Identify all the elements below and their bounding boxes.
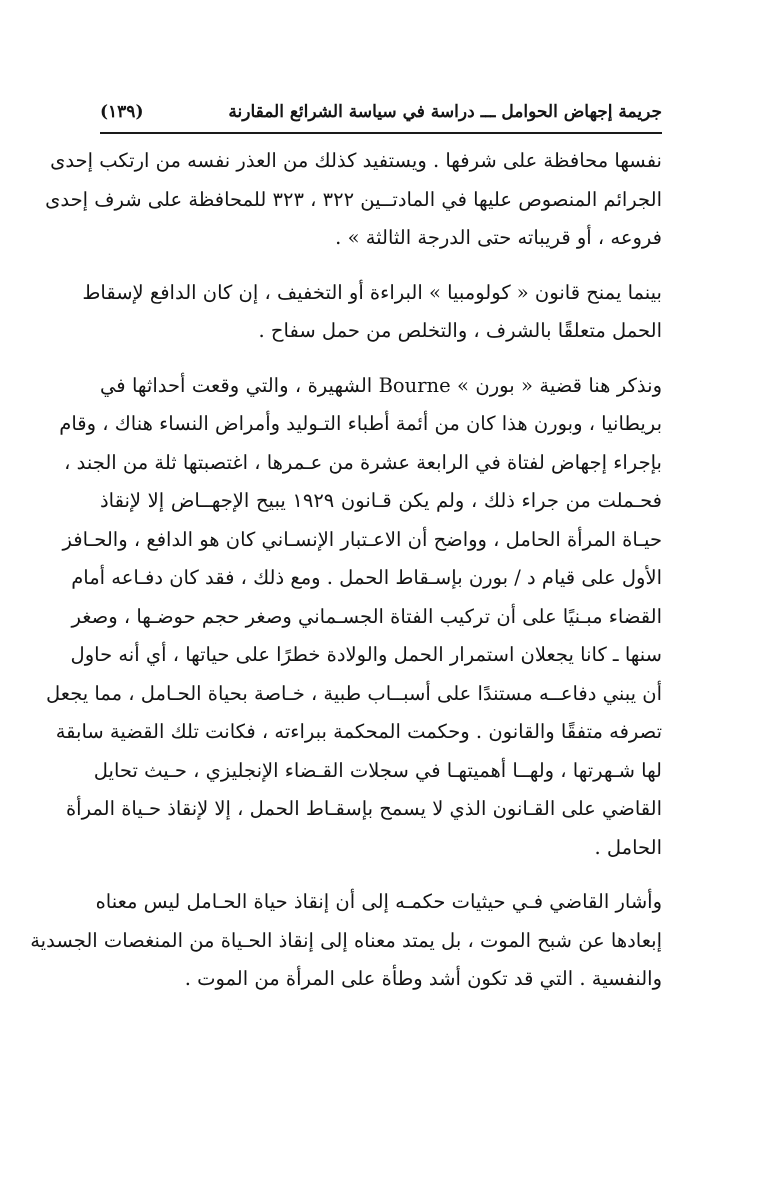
text-line: بريطانيا ، وبورن هذا كان من أئمة أطباء التـوليد وأمراض النساء هناك ، وقام — [59, 412, 662, 435]
paragraph-4 — [30, 883, 662, 999]
text-line: ونذكر هنا قضية « بورن » Bourne الشهيرة ، والتي وقعت أحداثها في — [100, 373, 662, 397]
text-line: القضاء مبـنيًا على أن تركيب الفتاة الجسـماني وصغر حجم حوضـها ، وصغر — [71, 604, 662, 628]
text-line: بإجراء إجهاض لفتاة في الرابعة عشرة من عـمرها ، اغتصبتها ثلة من الجند ، — [64, 450, 662, 474]
running-title: جريمة إجهاض الحوامل ـــ دراسة في سياسة الشرائع المقارنة — [228, 102, 662, 122]
text-line: فحـملت من جراء ذلك ، ولم يكن قـانون ١٩٢٩ يبيح الإجهــاض إلا لإنقاذ — [100, 489, 662, 512]
text-line: فروعه ، أو قريباته حتى الدرجة الثالثة » . — [335, 226, 662, 249]
page-header — [100, 92, 662, 134]
text-line: الحامل . — [594, 835, 662, 859]
text-line: سنها ـ كانا يجعلان استمرار الحمل والولادة خطرًا على حياتها ، أي أنه حاول — [70, 643, 662, 666]
text-line: بينما يمنح قانون « كولومبيا » البراءة أو التخفيف ، إن كان الدافع لإسقاط — [82, 280, 662, 304]
paragraph-1 — [45, 142, 662, 258]
text-line: الجرائم المنصوص عليها في المادتــين ٣٢٢ ، ٣٢٣ للمحافظة على شرف إحدى — [45, 187, 662, 211]
text-line: إبعادها عن شبح الموت ، بل يمتد معناه إلى إنقاذ الحـياة من المنغصات الجسدية — [30, 928, 662, 952]
text-line: تصرفه متفقًا والقانون . وحكمت المحكمة ببراءته ، فكانت تلك القضية سابقة — [55, 720, 662, 743]
paragraph-3 — [46, 367, 662, 868]
paragraph-2 — [82, 274, 662, 351]
page-number: (١٣٩) — [100, 102, 144, 122]
text-line: القاضي على القـانون الذي لا يسمح بإسقـاط الحمل ، إلا لإنقاذ حـياة المرأة — [65, 797, 662, 820]
text-line: والنفسية . التي قد تكون أشد وطأة على المرأة من الموت . — [184, 967, 662, 990]
text-line: لها شـهرتها ، ولهــا أهميتهـا في سجلات القـضاء الإنجليزي ، حـيث تحايل — [93, 758, 662, 782]
text-line: وأشار القاضي فـي حيثيات حكمـه إلى أن إنقاذ حياة الحـامل ليس معناه — [95, 890, 662, 913]
text-line: الحمل متعلقًا بالشرف ، والتخلص من حمل سفاح . — [258, 319, 662, 342]
text-line: حيـاة المرأة الحامل ، وواضح أن الاعـتبار الإنسـاني كان هو الدافع ، والحـافز — [62, 527, 662, 551]
text-line: أن يبني دفاعــه مستندًا على أسبــاب طبية ، خـاصة بحياة الحـامل ، مما يجعل — [46, 681, 662, 705]
text-line: الأول على قيام د / بورن بإسـقاط الحمل . ومع ذلك ، فقد كان دفـاعه أمام — [71, 566, 662, 589]
text-line: نفسها محافظة على شرفها . ويستفيد كذلك من العذر نفسه من ارتكب إحدى — [50, 149, 662, 172]
body-text — [30, 142, 662, 999]
